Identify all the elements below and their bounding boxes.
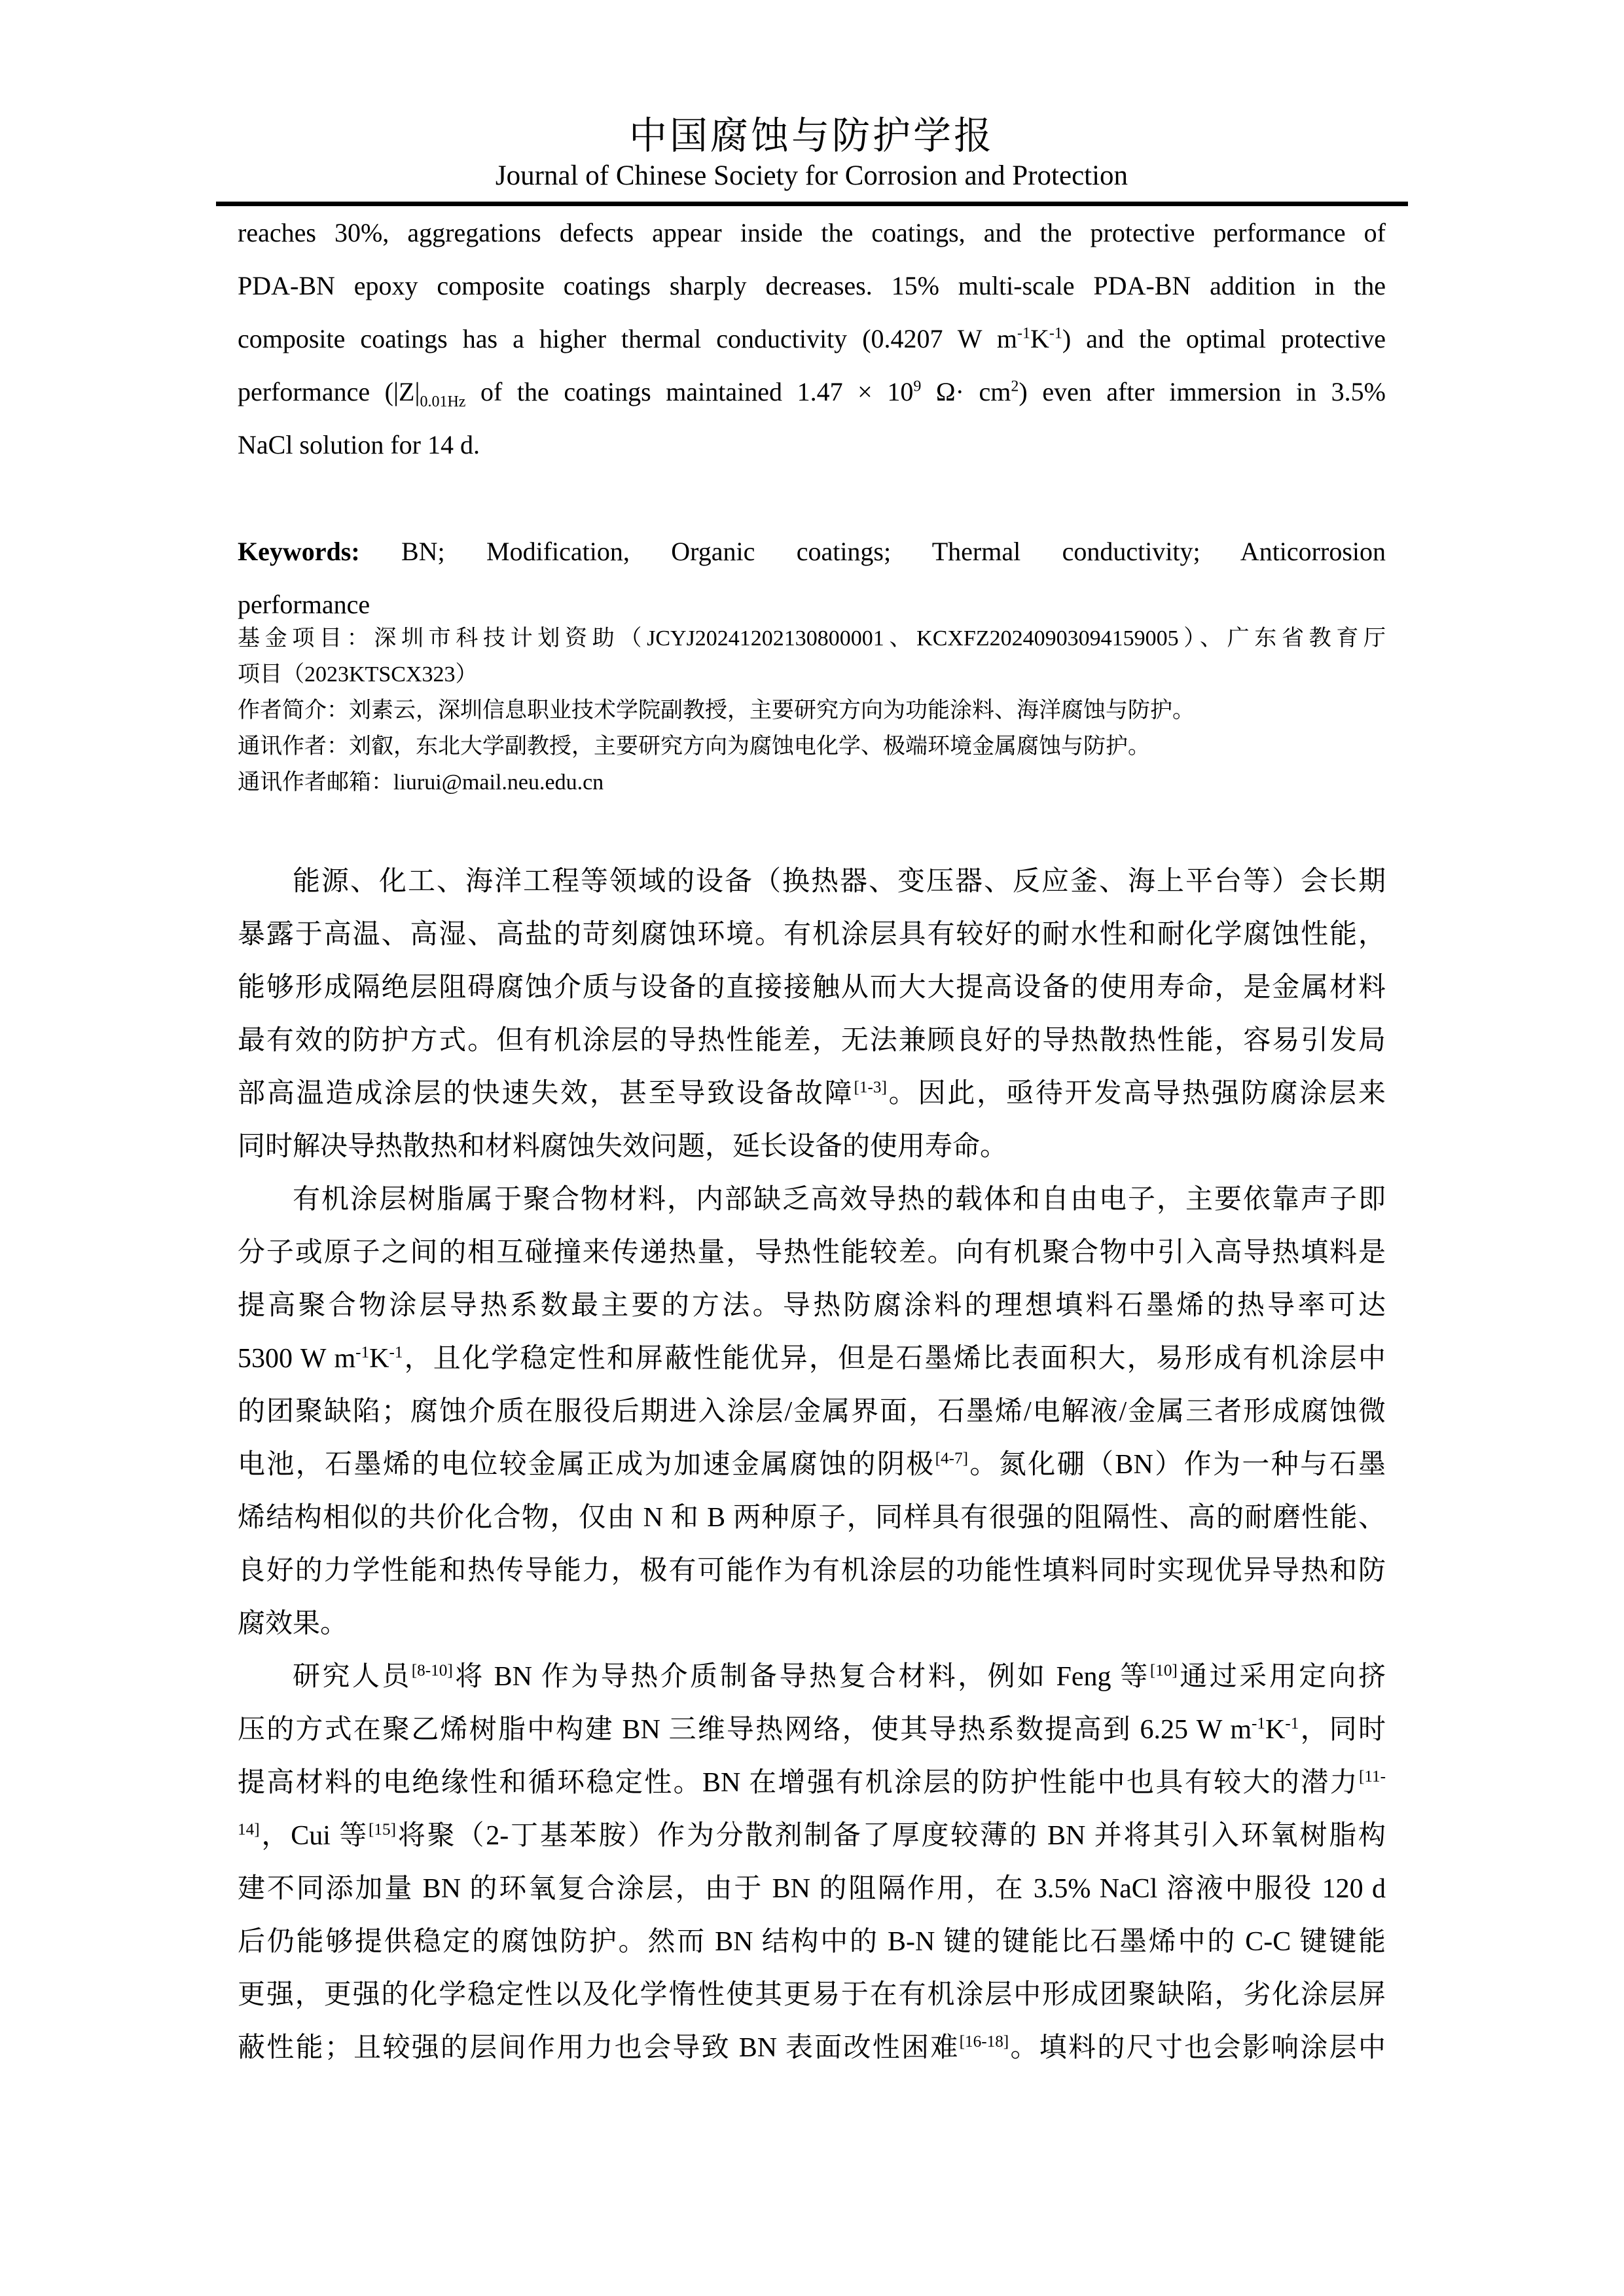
funding-line-2: 项目（2023KTSCX323） (238, 662, 478, 687)
main-body (238, 855, 1386, 2075)
body-line: 压的方式在聚乙烯树脂中构建 BN 三维导热网络，使其导热系数提高到 6.25 W $m^{-1}K^{-1}$，同时 (238, 1715, 1386, 1745)
body-line: 建不同添加量 BN 的环氧复合涂层，由于 BN 的阻隔作用，在 3.5% NaCl 溶液中服役 120 d (238, 1874, 1386, 1904)
funding-line-1: 基金项目：深圳市科技计划资助（JCYJ20241202130800001、KCXFZ20240903094159005）、广东省教育厅 (238, 626, 1386, 651)
body-line: 提高聚合物涂层导热系数最主要的方法。导热防腐涂料的理想填料石墨烯的热导率可达 (238, 1291, 1386, 1321)
body-line: 提高材料的电绝缘性和循环稳定性。BN 在增强有机涂层的防护性能中也具有较大的潜力$^{[11-}$ (238, 1768, 1386, 1798)
body-line: 有机涂层树脂属于聚合物材料，内部缺乏高效导热的载体和自由电子，主要依靠声子即 (293, 1185, 1386, 1215)
body-line: 研究人员[8-10]将 BN 作为导热介质制备导热复合材料，例如 Feng 等[10]通过采用定向挤 (293, 1662, 1386, 1692)
body-line: 暴露于高温、高湿、高盐的苛刻腐蚀环境。有机涂层具有较好的耐水性和耐化学腐蚀性能， (238, 920, 1386, 950)
body-paragraph-1 (238, 855, 1386, 1174)
keywords-label: Keywords: (238, 537, 360, 566)
body-line: 分子或原子之间的相互碰撞来传递热量，导热性能较差。向有机聚合物中引入高导热填料是 (238, 1238, 1386, 1268)
author-bio-line: 作者简介：刘素云，深圳信息职业技术学院副教授，主要研究方向为功能涂料、海洋腐蚀与防护。 (238, 698, 1195, 723)
body-paragraph-3 (238, 1651, 1386, 2075)
corresponding-email-line: 通讯作者邮箱：liurui@mail.neu.edu.cn (238, 770, 604, 795)
body-line: 更强，更强的化学稳定性以及化学惰性使其更易于在有机涂层中形成团聚缺陷，劣化涂层屏 (238, 1980, 1386, 2010)
journal-title-english: Journal of Chinese Society for Corrosion and Protection (495, 160, 1128, 191)
body-line: 最有效的防护方式。但有机涂层的导热性能差，无法兼顾良好的导热散热性能，容易引发局 (238, 1026, 1386, 1056)
abstract-line: reaches 30%, aggregations defects appear inside the coatings, and the protective performance of (238, 218, 1386, 247)
meta-block (238, 620, 1386, 800)
body-line: 能源、化工、海洋工程等领域的设备（换热器、变压器、反应釜、海上平台等）会长期 (293, 867, 1386, 897)
body-line: 的团聚缺陷；腐蚀介质在服役后期进入涂层/金属界面，石墨烯/电解液/金属三者形成腐蚀微 (238, 1397, 1386, 1427)
abstract-continuation (238, 206, 1386, 471)
body-paragraph-2 (238, 1174, 1386, 1651)
body-line: 同时解决导热散热和材料腐蚀失效问题，延长设备的使用寿命。 (238, 1132, 1008, 1162)
header-rule (216, 202, 1408, 206)
body-line: 良好的力学性能和热传导能力，极有可能作为有机涂层的功能性填料同时实现优异导热和防 (238, 1556, 1386, 1586)
abstract-line: PDA-BN epoxy composite coatings sharply decreases. 15% multi-scale PDA-BN addition in the (238, 271, 1386, 300)
body-line: 后仍能够提供稳定的腐蚀防护。然而 BN 结构中的 B-N 键的键能比石墨烯中的 C-C 键键能 (238, 1927, 1386, 1957)
abstract-line: performance ($|Z|_{0.01Hz}$ of the coatings maintained $1.47 \times 10^9$ $\Omega\cdot cm^2$) even after immersion in 3.5% (238, 377, 1386, 410)
body-line: $^{14]}$，Cui 等[15]将聚（2-丁基苯胺）作为分散剂制备了厚度较薄的 BN 并将其引入环氧树脂构 (238, 1821, 1386, 1851)
corresponding-author-line: 通讯作者：刘叡，东北大学副教授，主要研究方向为腐蚀电化学、极端环境金属腐蚀与防护。 (238, 734, 1150, 759)
journal-title-chinese: 中国腐蚀与防护学报 (628, 115, 994, 157)
keywords-section (238, 525, 1386, 631)
keywords-line-2: performance (238, 590, 370, 619)
body-line: 电池，石墨烯的电位较金属正成为加速金属腐蚀的阴极[4-7]。氮化硼（BN）作为一种与石墨 (238, 1450, 1386, 1480)
abstract-line: composite coatings has a higher thermal conductivity (0.4207 W $m^{-1}K^{-1}$) and the optimal protective (238, 324, 1386, 353)
journal-header (238, 117, 1386, 206)
body-line: 部高温造成涂层的快速失效，甚至导致设备故障[1-3]。因此，亟待开发高导热强防腐涂层来 (238, 1079, 1386, 1109)
paragraph-3-lines (238, 1651, 1386, 2075)
keywords-line-1 (238, 525, 1386, 578)
body-line: 蔽性能；且较强的层间作用力也会导致 BN 表面改性困难[16-18]。填料的尺寸也会影响涂层中 (238, 2033, 1386, 2063)
keywords-text: BN; Modification, Organic coatings; Thermal conductivity; Anticorrosion (359, 537, 1386, 566)
body-line: 能够形成隔绝层阻碍腐蚀介质与设备的直接接触从而大大提高设备的使用寿命，是金属材料 (238, 973, 1386, 1003)
abstract-lines (238, 206, 1386, 471)
paragraph-2-lines (238, 1174, 1386, 1651)
paragraph-1-lines (238, 855, 1386, 1174)
body-line: 腐效果。 (238, 1609, 348, 1639)
body-line: 5300 W $m^{-1}K^{-1}$，且化学稳定性和屏蔽性能优异，但是石墨烯比表面积大，易形成有机涂层中 (238, 1344, 1386, 1374)
body-line: 烯结构相似的共价化合物，仅由 N 和 B 两种原子，同样具有很强的阻隔性、高的耐磨性能、 (238, 1503, 1386, 1533)
abstract-line: NaCl solution for 14 d. (238, 430, 480, 459)
